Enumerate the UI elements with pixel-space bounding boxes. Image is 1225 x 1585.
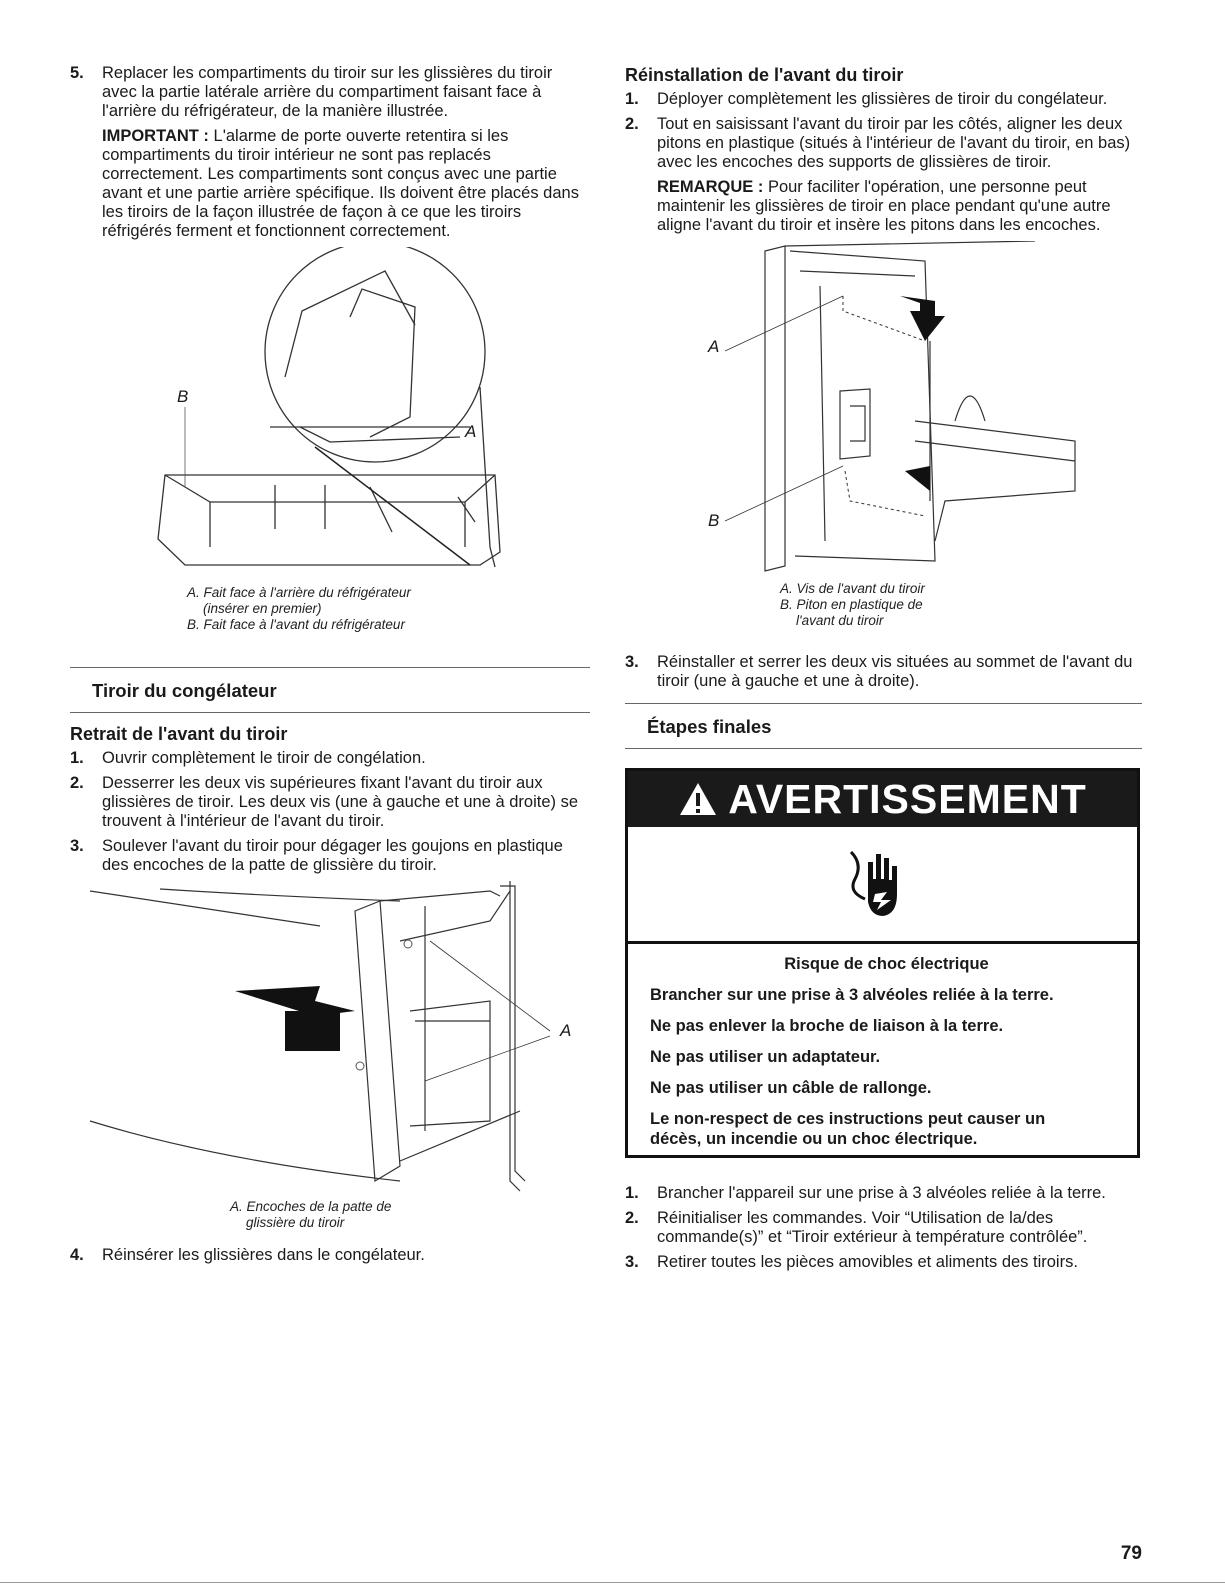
- caption-a-cont: glissière du tiroir: [246, 1215, 345, 1230]
- final-step-2: [625, 1209, 1142, 1247]
- step-number: 5.: [70, 64, 84, 82]
- step-number: 4.: [70, 1246, 84, 1264]
- warning-risk: Risque de choc électrique: [784, 955, 989, 973]
- step-5: [70, 64, 590, 121]
- final-steps: [625, 1184, 1142, 1278]
- step-text: Ouvrir complètement le tiroir de congélation.: [102, 749, 426, 767]
- step-number: 3.: [625, 653, 639, 671]
- remarque-label: REMARQUE :: [657, 178, 764, 196]
- figure-caption: [230, 1199, 391, 1231]
- step-text: Replacer les compartiments du tiroir sur les glissières du tiroir avec la partie latérale arrière du compartiment faisant face à l'arrière du réfrigérateur, de la manière illustrée.: [102, 64, 553, 120]
- remarque-text: Pour faciliter l'opération, une personne peut maintenir les glissières de tiroir en place pendant qu'une autre aligne l'avant du tiroir et insère les pitons dans les encoches.: [657, 178, 1111, 234]
- step-number: 1.: [70, 749, 84, 767]
- step-text: Brancher l'appareil sur une prise à 3 alvéoles reliée à la terre.: [657, 1184, 1106, 1202]
- caption-b: B. Fait face à l'avant du réfrigérateur: [187, 617, 405, 632]
- bottom-divider: [0, 1582, 1225, 1583]
- section-freezer-drawer: [70, 667, 590, 713]
- section-title: Tiroir du congélateur: [92, 680, 277, 701]
- step-number: 1.: [625, 1184, 639, 1202]
- sub-title-reinstall: Réinstallation de l'avant du tiroir: [625, 65, 904, 85]
- figure-label-b: B: [708, 511, 720, 530]
- caption-a: A. Encoches de la patte de: [230, 1199, 392, 1214]
- figure-label-b: B: [177, 387, 189, 406]
- caption-a: A. Vis de l'avant du tiroir: [780, 581, 925, 596]
- section-title: Étapes finales: [647, 716, 772, 737]
- caption-b: B. Piton en plastique de: [780, 597, 923, 612]
- warning-line: Ne pas utiliser un câble de rallonge.: [650, 1079, 932, 1097]
- warning-header: [628, 771, 1137, 827]
- figure-caption: [187, 585, 411, 633]
- remarque-note: [625, 178, 1142, 235]
- sub-title-removal: Retrait de l'avant du tiroir: [70, 724, 288, 744]
- step-number: 2.: [70, 774, 84, 792]
- removal-step-2: [70, 774, 590, 831]
- drawer-front-illustration: [70, 881, 590, 1236]
- reinstall-step-1: [625, 90, 1142, 109]
- section-final-steps: [625, 703, 1142, 749]
- warning-box: [625, 768, 1140, 1158]
- step-text: Réinstaller et serrer les deux vis situées au sommet de l'avant du tiroir (une à gauche et une à droite).: [657, 653, 1133, 690]
- figure-label-a: A: [708, 337, 720, 356]
- removal-step-1: [70, 749, 590, 768]
- warning-line: Ne pas utiliser un adaptateur.: [650, 1048, 881, 1066]
- left-column: [70, 64, 590, 1271]
- step-number: 2.: [625, 1209, 639, 1227]
- electric-shock-hand-icon: [843, 844, 923, 924]
- figure-label-a: A: [560, 1021, 572, 1040]
- step-text: Desserrer les deux vis supérieures fixant l'avant du tiroir aux glissières de tiroir. Les deux vis (une à gauche et une à droite) se trouvent à l'intérieur de l'avant du tiroir.: [102, 774, 579, 830]
- important-label: IMPORTANT :: [102, 127, 209, 145]
- caption-b-cont: l'avant du tiroir: [796, 613, 884, 628]
- page-number: 79: [1120, 1543, 1142, 1564]
- figure-drawer-front-removal: [70, 881, 590, 1236]
- right-column: [625, 64, 1142, 749]
- warning-triangle-icon: [678, 781, 718, 817]
- step-number: 1.: [625, 90, 639, 108]
- step-number: 2.: [625, 115, 639, 133]
- warning-line: Brancher sur une prise à 3 alvéoles reliée à la terre.: [650, 986, 1054, 1004]
- step-text: Réinitialiser les commandes. Voir “Utilisation de la/des commande(s)” et “Tiroir extérieur à température contrôlée”.: [657, 1209, 1088, 1246]
- important-note: [70, 127, 590, 241]
- important-text: L'alarme de porte ouverte retentira si les compartiments du tiroir intérieur ne sont pas replacés correctement. Les compartiments sont conçus avec une partie avant et une partie arrière spécifique. Ils doivent être placés dans les tiroirs de la façon illustrée de façon à ce que les tiroirs réfrigérés ferment et fonctionnent correctement.: [102, 127, 579, 240]
- removal-step-3: [70, 837, 590, 875]
- step-text: Retirer toutes les pièces amovibles et aliments des tiroirs.: [657, 1253, 1078, 1271]
- warning-body: [628, 944, 1137, 1149]
- step-text: Soulever l'avant du tiroir pour dégager les goujons en plastique des encoches de la patte de glissière du tiroir.: [102, 837, 563, 874]
- figure-label-a: A: [465, 422, 477, 441]
- step-text: Déployer complètement les glissières de tiroir du congélateur.: [657, 90, 1108, 108]
- figure-drawer-front-reinstall: [625, 241, 1142, 653]
- figure-caption: [780, 581, 925, 629]
- final-step-3: [625, 1253, 1142, 1272]
- figure-compartment: [70, 247, 590, 645]
- reinstall-step-2: [625, 115, 1142, 172]
- step-text: Réinsérer les glissières dans le congélateur.: [102, 1246, 425, 1264]
- final-step-1: [625, 1184, 1142, 1203]
- caption-a-note: (insérer en premier): [203, 601, 322, 616]
- warning-line: Ne pas enlever la broche de liaison à la terre.: [650, 1017, 1004, 1035]
- caption-a: A. Fait face à l'arrière du réfrigérateur: [187, 585, 411, 600]
- warning-line: Le non-respect de ces instructions peut causer un décès, un incendie ou un choc électrique.: [650, 1110, 1046, 1148]
- reinstall-step-3: [625, 653, 1142, 691]
- step-number: 3.: [625, 1253, 639, 1271]
- removal-step-4: [70, 1246, 590, 1265]
- step-text: Tout en saisissant l'avant du tiroir par les côtés, aligner les deux pitons en plastique (situés à l'intérieur de l'avant du tiroir, en bas) avec les encoches des supports de glissières de tiroir.: [657, 115, 1131, 171]
- step-number: 3.: [70, 837, 84, 855]
- warning-title: AVERTISSEMENT: [728, 775, 1087, 822]
- warning-icon-area: [628, 827, 1137, 944]
